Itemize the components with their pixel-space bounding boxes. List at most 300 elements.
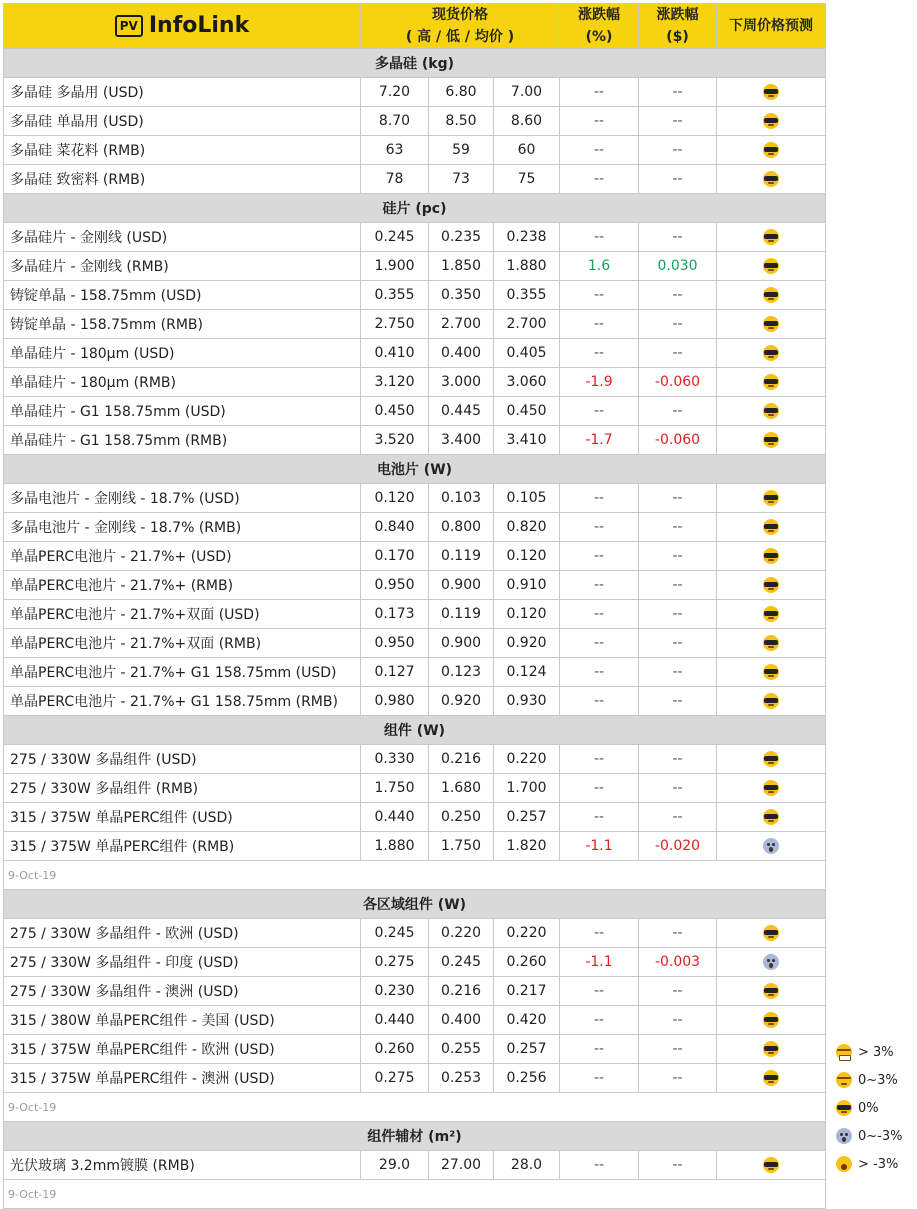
price-high: 0.120: [361, 484, 429, 513]
sunglasses-face-icon: [763, 664, 779, 680]
sunglasses-face-icon: [763, 316, 779, 332]
table-row: [4, 571, 826, 600]
change-pct: --: [560, 629, 639, 658]
change-abs: --: [639, 571, 717, 600]
table-row: [4, 426, 826, 455]
change-abs: --: [639, 629, 717, 658]
price-avg: 0.217: [494, 977, 560, 1006]
section-header-row: [4, 716, 826, 745]
table-row: [4, 687, 826, 716]
price-low: 59: [429, 136, 494, 165]
price-low: 0.920: [429, 687, 494, 716]
forecast-cell: [717, 513, 826, 542]
price-avg: 0.256: [494, 1064, 560, 1093]
forecast-cell: [717, 919, 826, 948]
price-high: 0.950: [361, 629, 429, 658]
change-abs: --: [639, 1006, 717, 1035]
date-row: [4, 1093, 826, 1122]
wow-face-icon: [836, 1156, 852, 1172]
price-avg: 0.820: [494, 513, 560, 542]
price-low: 2.700: [429, 310, 494, 339]
price-avg: 0.405: [494, 339, 560, 368]
table-row: [4, 774, 826, 803]
change-abs: --: [639, 803, 717, 832]
price-high: 0.245: [361, 223, 429, 252]
spot-price-header: [361, 4, 560, 49]
forecast-cell: [717, 542, 826, 571]
sunglasses-face-icon: [763, 258, 779, 274]
legend-label: 0~-3%: [858, 1128, 903, 1144]
change-pct-title: 涨跌幅: [578, 7, 621, 23]
legend-label: 0%: [858, 1100, 879, 1116]
product-name: 多晶硅片 - 金刚线 (USD): [4, 223, 361, 252]
product-name: 单晶PERC电池片 - 21.7%+双面 (USD): [4, 600, 361, 629]
change-pct-header: [560, 4, 639, 49]
change-pct: --: [560, 310, 639, 339]
table-row: [4, 832, 826, 861]
grin-face-icon: [836, 1044, 852, 1060]
change-pct: --: [560, 397, 639, 426]
table-row: [4, 977, 826, 1006]
section-title: 各区域组件 (W): [4, 890, 826, 919]
price-low: 0.235: [429, 223, 494, 252]
product-name: 单晶PERC电池片 - 21.7%+ G1 158.75mm (RMB): [4, 687, 361, 716]
sunglasses-face-icon: [763, 577, 779, 593]
sunglasses-face-icon: [763, 84, 779, 100]
price-high: 0.260: [361, 1035, 429, 1064]
product-name: 275 / 330W 多晶组件 - 澳洲 (USD): [4, 977, 361, 1006]
price-avg: 1.820: [494, 832, 560, 861]
price-low: 0.119: [429, 542, 494, 571]
forecast-cell: [717, 745, 826, 774]
section-header-row: [4, 890, 826, 919]
product-name: 单晶硅片 - G1 158.75mm (USD): [4, 397, 361, 426]
price-avg: 0.220: [494, 745, 560, 774]
table-row: [4, 513, 826, 542]
product-name: 多晶硅 多晶用 (USD): [4, 78, 361, 107]
price-low: 0.250: [429, 803, 494, 832]
section-title: 组件 (W): [4, 716, 826, 745]
change-pct: --: [560, 1151, 639, 1180]
change-pct: --: [560, 542, 639, 571]
sunglasses-face-icon: [763, 287, 779, 303]
change-abs: -0.003: [639, 948, 717, 977]
price-high: 0.275: [361, 948, 429, 977]
section-header-row: [4, 49, 826, 78]
change-pct: -1.9: [560, 368, 639, 397]
forecast-cell: [717, 426, 826, 455]
change-pct: --: [560, 1006, 639, 1035]
price-low: 1.680: [429, 774, 494, 803]
section-title: 电池片 (W): [4, 455, 826, 484]
price-low: 0.900: [429, 571, 494, 600]
forecast-cell: [717, 136, 826, 165]
price-low: 73: [429, 165, 494, 194]
price-avg: 0.920: [494, 629, 560, 658]
price-high: 29.0: [361, 1151, 429, 1180]
forecast-cell: [717, 832, 826, 861]
price-avg: 0.910: [494, 571, 560, 600]
product-name: 光伏玻璃 3.2mm镀膜 (RMB): [4, 1151, 361, 1180]
sunglasses-face-icon: [763, 142, 779, 158]
price-low: 0.350: [429, 281, 494, 310]
product-name: 315 / 375W 单晶PERC组件 (USD): [4, 803, 361, 832]
change-pct: --: [560, 774, 639, 803]
change-pct: --: [560, 484, 639, 513]
price-high: 0.440: [361, 1006, 429, 1035]
cool-face-icon: [836, 1100, 852, 1116]
sunglasses-face-icon: [763, 432, 779, 448]
product-name: 275 / 330W 多晶组件 (USD): [4, 745, 361, 774]
price-high: 0.170: [361, 542, 429, 571]
table-row: [4, 310, 826, 339]
sunglasses-face-icon: [763, 606, 779, 622]
table-row: [4, 600, 826, 629]
product-name: 单晶硅片 - 180μm (USD): [4, 339, 361, 368]
table-row: [4, 1006, 826, 1035]
change-pct: --: [560, 1035, 639, 1064]
change-abs: --: [639, 600, 717, 629]
sunglasses-face-icon: [763, 548, 779, 564]
forecast-cell: [717, 281, 826, 310]
table-row: [4, 78, 826, 107]
change-abs: --: [639, 513, 717, 542]
forecast-cell: [717, 948, 826, 977]
price-avg: 0.220: [494, 919, 560, 948]
shock-face-icon: [836, 1128, 852, 1144]
price-avg: 3.060: [494, 368, 560, 397]
change-pct: --: [560, 919, 639, 948]
product-name: 多晶硅 单晶用 (USD): [4, 107, 361, 136]
legend-label: > -3%: [858, 1156, 899, 1172]
price-low: 27.00: [429, 1151, 494, 1180]
forecast-cell: [717, 1064, 826, 1093]
change-pct: --: [560, 513, 639, 542]
legend-item: [836, 1150, 917, 1178]
price-low: 0.216: [429, 977, 494, 1006]
sunglasses-face-icon: [763, 113, 779, 129]
price-low: 0.400: [429, 1006, 494, 1035]
forecast-cell: [717, 165, 826, 194]
change-abs: --: [639, 1035, 717, 1064]
change-pct: --: [560, 107, 639, 136]
change-abs: --: [639, 165, 717, 194]
date-cell: [4, 861, 826, 890]
report-date: 9-Oct-19: [8, 869, 57, 882]
sunglasses-face-icon: [763, 1070, 779, 1086]
sunglasses-face-icon: [763, 345, 779, 361]
table-row: [4, 368, 826, 397]
price-low: 0.900: [429, 629, 494, 658]
forecast-cell: [717, 107, 826, 136]
table-row: [4, 658, 826, 687]
forecast-cell: [717, 687, 826, 716]
change-pct: -1.1: [560, 832, 639, 861]
forecast-cell: [717, 368, 826, 397]
change-pct: --: [560, 600, 639, 629]
price-avg: 1.700: [494, 774, 560, 803]
table-row: [4, 107, 826, 136]
product-name: 多晶电池片 - 金刚线 - 18.7% (RMB): [4, 513, 361, 542]
change-abs: -0.020: [639, 832, 717, 861]
forecast-header: 下周价格预测: [717, 4, 826, 49]
sunglasses-face-icon: [763, 983, 779, 999]
date-cell: [4, 1180, 826, 1209]
report-date: 9-Oct-19: [8, 1188, 57, 1201]
price-low: 3.400: [429, 426, 494, 455]
change-pct: --: [560, 571, 639, 600]
change-pct-unit: (%): [585, 29, 613, 45]
price-low: 0.103: [429, 484, 494, 513]
change-pct: -1.1: [560, 948, 639, 977]
change-pct: --: [560, 803, 639, 832]
change-abs: --: [639, 774, 717, 803]
section-title: 组件辅材 (m²): [4, 1122, 826, 1151]
change-abs: -0.060: [639, 368, 717, 397]
price-avg: 0.257: [494, 803, 560, 832]
price-high: 0.950: [361, 571, 429, 600]
change-abs: --: [639, 78, 717, 107]
change-abs: --: [639, 484, 717, 513]
forecast-cell: [717, 397, 826, 426]
product-name: 多晶硅片 - 金刚线 (RMB): [4, 252, 361, 281]
change-abs: -0.060: [639, 426, 717, 455]
forecast-cell: [717, 803, 826, 832]
product-name: 单晶硅片 - G1 158.75mm (RMB): [4, 426, 361, 455]
price-avg: 0.120: [494, 600, 560, 629]
product-name: 315 / 375W 单晶PERC组件 - 澳洲 (USD): [4, 1064, 361, 1093]
change-abs: --: [639, 107, 717, 136]
forecast-cell: [717, 977, 826, 1006]
table-row: [4, 223, 826, 252]
sunglasses-face-icon: [763, 229, 779, 245]
price-high: 8.70: [361, 107, 429, 136]
change-pct: 1.6: [560, 252, 639, 281]
forecast-cell: [717, 774, 826, 803]
product-name: 单晶PERC电池片 - 21.7%+ (USD): [4, 542, 361, 571]
price-high: 1.880: [361, 832, 429, 861]
legend-item: [836, 1038, 917, 1066]
smile-face-icon: [836, 1072, 852, 1088]
table-row: [4, 629, 826, 658]
price-high: 1.750: [361, 774, 429, 803]
price-low: 0.400: [429, 339, 494, 368]
sunglasses-face-icon: [763, 374, 779, 390]
forecast-cell: [717, 223, 826, 252]
price-avg: 28.0: [494, 1151, 560, 1180]
price-high: 0.410: [361, 339, 429, 368]
product-name: 单晶PERC电池片 - 21.7%+双面 (RMB): [4, 629, 361, 658]
table-row: [4, 484, 826, 513]
price-avg: 0.105: [494, 484, 560, 513]
price-low: 0.119: [429, 600, 494, 629]
change-pct: --: [560, 687, 639, 716]
legend-item: [836, 1094, 917, 1122]
price-low: 0.255: [429, 1035, 494, 1064]
forecast-cell: [717, 78, 826, 107]
price-high: 1.900: [361, 252, 429, 281]
price-low: 0.220: [429, 919, 494, 948]
header-row: [4, 4, 826, 49]
product-name: 315 / 380W 单晶PERC组件 - 美国 (USD): [4, 1006, 361, 1035]
price-high: 0.245: [361, 919, 429, 948]
forecast-cell: [717, 484, 826, 513]
price-avg: 0.120: [494, 542, 560, 571]
price-low: 0.800: [429, 513, 494, 542]
product-name: 275 / 330W 多晶组件 - 印度 (USD): [4, 948, 361, 977]
price-high: 0.355: [361, 281, 429, 310]
price-table: [3, 3, 826, 1209]
sunglasses-face-icon: [763, 925, 779, 941]
table-row: [4, 397, 826, 426]
price-avg: 0.420: [494, 1006, 560, 1035]
sunglasses-face-icon: [763, 519, 779, 535]
sunglasses-face-icon: [763, 1157, 779, 1173]
price-low: 6.80: [429, 78, 494, 107]
price-high: 0.230: [361, 977, 429, 1006]
price-avg: 2.700: [494, 310, 560, 339]
forecast-cell: [717, 310, 826, 339]
sunglasses-face-icon: [763, 693, 779, 709]
change-abs: --: [639, 687, 717, 716]
product-name: 多晶硅 菜花料 (RMB): [4, 136, 361, 165]
price-low: 0.253: [429, 1064, 494, 1093]
change-abs: --: [639, 223, 717, 252]
price-high: 0.980: [361, 687, 429, 716]
product-name: 315 / 375W 单晶PERC组件 (RMB): [4, 832, 361, 861]
table-row: [4, 919, 826, 948]
price-low: 0.123: [429, 658, 494, 687]
section-title: 硅片 (pc): [4, 194, 826, 223]
infolink-logo: [115, 15, 249, 37]
change-pct: --: [560, 658, 639, 687]
table-row: [4, 948, 826, 977]
table-row: [4, 165, 826, 194]
price-avg: 0.257: [494, 1035, 560, 1064]
change-abs: --: [639, 310, 717, 339]
logo-cell: [4, 4, 361, 49]
forecast-cell: [717, 339, 826, 368]
table-row: [4, 1151, 826, 1180]
product-name: 275 / 330W 多晶组件 (RMB): [4, 774, 361, 803]
logo-pv-mark: PV: [115, 15, 143, 37]
forecast-cell: [717, 252, 826, 281]
change-pct: --: [560, 136, 639, 165]
price-low: 1.850: [429, 252, 494, 281]
scream-face-icon: [763, 954, 779, 970]
sunglasses-face-icon: [763, 751, 779, 767]
date-row: [4, 1180, 826, 1209]
sunglasses-face-icon: [763, 1012, 779, 1028]
date-row: [4, 861, 826, 890]
section-header-row: [4, 194, 826, 223]
price-avg: 3.410: [494, 426, 560, 455]
table-row: [4, 281, 826, 310]
change-abs: --: [639, 745, 717, 774]
change-pct: --: [560, 745, 639, 774]
legend-item: [836, 1066, 917, 1094]
section-header-row: [4, 1122, 826, 1151]
product-name: 单晶PERC电池片 - 21.7%+ (RMB): [4, 571, 361, 600]
table-row: [4, 542, 826, 571]
legend-item: [836, 1122, 917, 1150]
product-name: 铸锭单晶 - 158.75mm (RMB): [4, 310, 361, 339]
price-low: 0.445: [429, 397, 494, 426]
section-title: 多晶硅 (kg): [4, 49, 826, 78]
table-row: [4, 803, 826, 832]
price-avg: 1.880: [494, 252, 560, 281]
change-abs: --: [639, 919, 717, 948]
change-pct: --: [560, 339, 639, 368]
price-high: 3.520: [361, 426, 429, 455]
change-pct: --: [560, 78, 639, 107]
price-high: 63: [361, 136, 429, 165]
price-avg: 60: [494, 136, 560, 165]
sunglasses-face-icon: [763, 780, 779, 796]
change-abs: --: [639, 658, 717, 687]
price-high: 0.330: [361, 745, 429, 774]
table-row: [4, 1064, 826, 1093]
table-row: [4, 745, 826, 774]
product-name: 铸锭单晶 - 158.75mm (USD): [4, 281, 361, 310]
report-date: 9-Oct-19: [8, 1101, 57, 1114]
change-abs: --: [639, 542, 717, 571]
price-high: 0.840: [361, 513, 429, 542]
spot-price-subtitle: ( 高 / 低 / 均价 ): [405, 29, 515, 45]
change-pct: --: [560, 1064, 639, 1093]
forecast-cell: [717, 1035, 826, 1064]
price-high: 0.173: [361, 600, 429, 629]
table-row: [4, 136, 826, 165]
product-name: 单晶PERC电池片 - 21.7%+ G1 158.75mm (USD): [4, 658, 361, 687]
change-pct: --: [560, 165, 639, 194]
price-high: 78: [361, 165, 429, 194]
price-low: 0.216: [429, 745, 494, 774]
forecast-legend: [836, 1038, 917, 1178]
change-abs: --: [639, 136, 717, 165]
forecast-cell: [717, 600, 826, 629]
price-avg: 0.124: [494, 658, 560, 687]
spot-price-title: 现货价格: [432, 7, 488, 23]
change-pct: -1.7: [560, 426, 639, 455]
price-high: 0.450: [361, 397, 429, 426]
price-low: 1.750: [429, 832, 494, 861]
price-low: 3.000: [429, 368, 494, 397]
price-high: 2.750: [361, 310, 429, 339]
forecast-cell: [717, 1006, 826, 1035]
logo-text: InfoLink: [148, 13, 250, 38]
price-high: 0.275: [361, 1064, 429, 1093]
sunglasses-face-icon: [763, 171, 779, 187]
change-abs: 0.030: [639, 252, 717, 281]
change-abs: --: [639, 1151, 717, 1180]
price-avg: 0.238: [494, 223, 560, 252]
change-pct: --: [560, 223, 639, 252]
price-high: 7.20: [361, 78, 429, 107]
price-avg: 0.260: [494, 948, 560, 977]
change-abs: --: [639, 397, 717, 426]
table-row: [4, 252, 826, 281]
price-low: 0.245: [429, 948, 494, 977]
change-abs: --: [639, 281, 717, 310]
change-abs-unit: ($): [666, 29, 689, 45]
product-name: 单晶硅片 - 180μm (RMB): [4, 368, 361, 397]
change-abs-title: 涨跌幅: [656, 7, 699, 23]
price-avg: 8.60: [494, 107, 560, 136]
forecast-cell: [717, 571, 826, 600]
price-high: 0.127: [361, 658, 429, 687]
price-low: 8.50: [429, 107, 494, 136]
